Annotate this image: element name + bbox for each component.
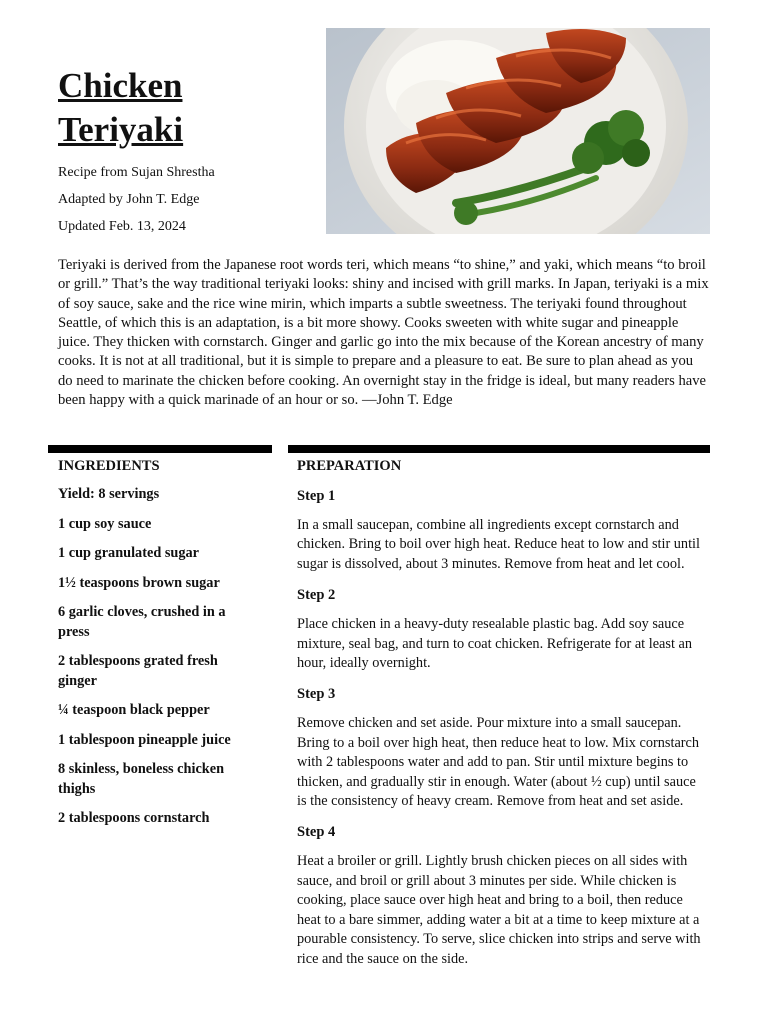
ingredient-item: 1 tablespoon pineapple juice xyxy=(58,731,231,748)
recipe-introduction: Teriyaki is derived from the Japanese root words teri, which means “to shine,” and yaki, which means “to broil or grill.” That’s the way traditional teriyaki looks: shiny and incised with grill marks. In Japan, teriyaki is a mix of soy sauce, sake and the rice wine mirin, which imparts a subtle sweetness. The teriyaki found throughout Seattle, of which this is an adaptation, is a bit more showy. Cooks sweeten with white sugar and pineapple juice. They thicken with cornstarch. Ginger and garlic go into the mix because of the Korean ancestry of many cooks. It is not at all traditional, but it is simple to prepare and a pleasure to eat. Be sure to plan ahead as you do need to marinate the chicken before cooking. An overnight stay in the fridge is ideal, but many readers have been happy with a quick marinade of an hour or so. —John T. Edge xyxy=(58,257,709,409)
step-label: Step 3 xyxy=(297,686,336,703)
ingredient-item: 2 tablespoons cornstarch xyxy=(58,810,210,826)
step-text: In a small saucepan, combine all ingredients except cornstarch and chicken. Bring to boil over high heat. Reduce heat to low and stir until sugar is dissolved, about 3 minutes. Remove from heat and let cool. xyxy=(297,517,701,572)
ingredient-item: 8 skinless, boneless chicken thighs xyxy=(58,761,225,797)
recipe-credit: Recipe from Sujan Shrestha xyxy=(58,165,215,180)
step-text: Place chicken in a heavy-duty resealable plastic bag. Add soy sauce mixture, seal bag, and turn to coat chicken. Refrigerate for at least an hour, ideally overnight. xyxy=(297,616,692,672)
title-line-1: Chicken xyxy=(58,66,183,105)
ingredients-column xyxy=(58,455,258,829)
ingredient-item: 1 cup granulated sugar xyxy=(58,545,200,561)
step-label: Step 4 xyxy=(297,824,336,841)
ingredient-item: 6 garlic cloves, crushed in a press xyxy=(58,604,226,640)
step-text: Heat a broiler or grill. Lightly brush chicken pieces on all sides with sauce, and broil or grill about 3 minutes per side. While chicken is cooking, place sauce over high heat and bring to a boil, then reduce heat to a bare simmer, adding water a bit at a time to keep mixture at a pourable consistency. To serve, slice chicken into strips and serve with rice and the sauce on the side. xyxy=(297,853,701,967)
preparation-rule xyxy=(288,445,710,453)
yield: Yield: 8 servings xyxy=(58,486,160,502)
ingredients-heading: INGREDIENTS xyxy=(58,458,160,474)
ingredients-rule xyxy=(48,445,272,453)
step-label: Step 1 xyxy=(297,488,336,504)
recipe-title xyxy=(58,64,183,152)
recipe-adapted-by: Adapted by John T. Edge xyxy=(58,192,200,207)
preparation-column xyxy=(297,455,707,986)
preparation-heading: PREPARATION xyxy=(297,458,402,474)
ingredient-item: ¼ teaspoon black pepper xyxy=(58,702,210,718)
title-line-2: Teriyaki xyxy=(58,110,184,149)
step-label: Step 2 xyxy=(297,587,336,604)
ingredient-item: 1 cup soy sauce xyxy=(58,515,152,532)
dish-photo xyxy=(326,28,710,234)
recipe-updated-date: Updated Feb. 13, 2024 xyxy=(58,219,186,234)
step-text: Remove chicken and set aside. Pour mixture into a small saucepan. Bring to a boil over high heat, then reduce heat to low. Mix cornstarch with 2 tablespoons water and add to pan. Stir until mixture begins to thicken, and gradually stir in enough. Water (about ½ cup) until sauce is the consistency of heavy cream. Remove from heat and set aside. xyxy=(297,715,700,810)
ingredient-item: 2 tablespoons grated fresh ginger xyxy=(58,653,218,689)
chicken-teriyaki-illustration xyxy=(326,28,710,234)
ingredient-item: 1½ teaspoons brown sugar xyxy=(58,574,220,591)
